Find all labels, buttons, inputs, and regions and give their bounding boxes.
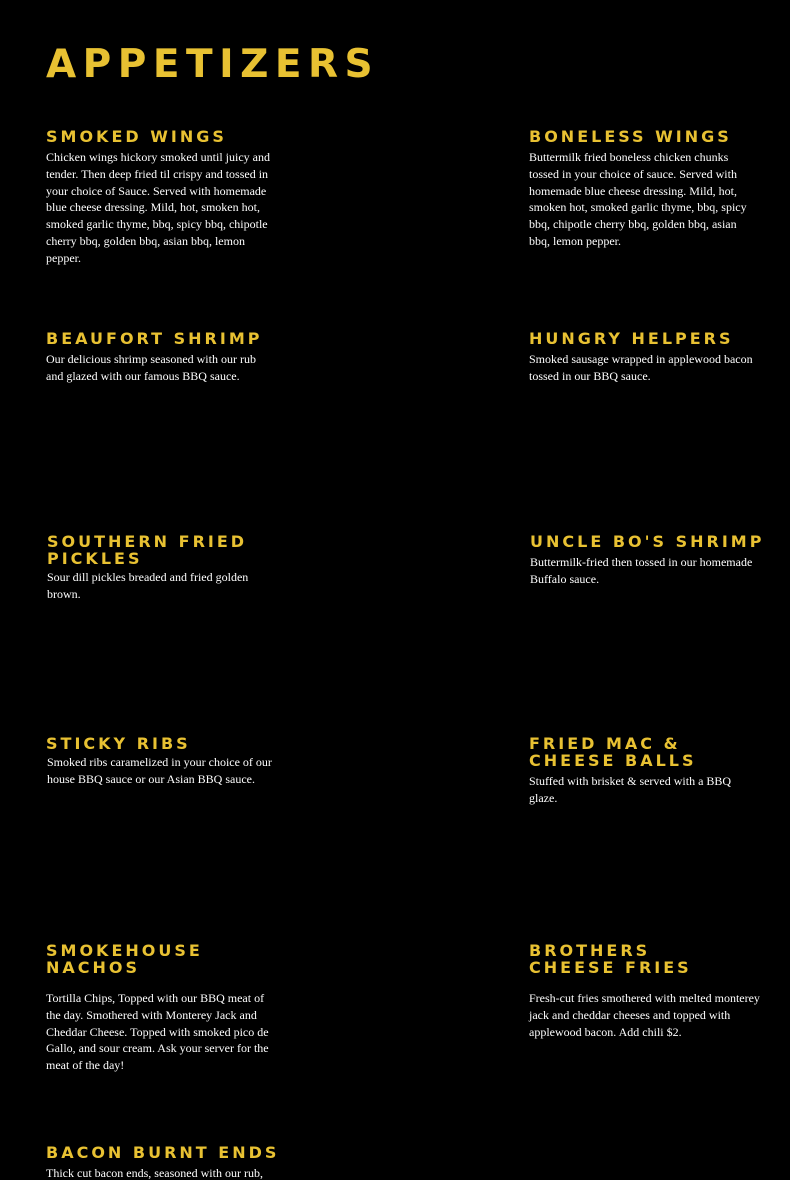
item-description: Sour dill pickles breaded and fried golden brown. bbox=[47, 570, 249, 601]
item-name: BONELESS WINGS bbox=[529, 127, 732, 146]
menu-item-smoked-wings bbox=[46, 128, 278, 267]
menu-item-hungry-helpers bbox=[529, 330, 757, 385]
menu-item-beaufort-shrimp bbox=[46, 330, 264, 385]
item-name: HUNGRY HELPERS bbox=[529, 329, 734, 348]
menu-item-smokehouse-nachos bbox=[46, 942, 278, 1074]
menu-item-fried-mac-cheese-balls bbox=[529, 735, 749, 807]
menu-item-brothers-cheese-fries bbox=[529, 942, 761, 1040]
item-description: Fresh-cut fries smothered with melted monterey jack and cheddar cheeses and topped with applewood bacon. Add chili $2. bbox=[529, 991, 760, 1039]
item-description: Thick cut bacon ends, seasoned with our rub, bbox=[46, 1166, 263, 1180]
section-title: APPETIZERS bbox=[46, 42, 380, 87]
item-name: FRIED MAC & CHEESE BALLS bbox=[529, 734, 697, 770]
item-name: BROTHERS CHEESE FRIES bbox=[529, 941, 692, 977]
item-description: Stuffed with brisket & served with a BBQ glaze. bbox=[529, 774, 732, 805]
menu-item-sticky-ribs bbox=[46, 735, 280, 788]
menu-item-boneless-wings bbox=[529, 128, 755, 250]
item-description: Buttermilk fried boneless chicken chunks tossed in your choice of sauce. Served with homemade blue cheese dressing. Mild, hot, smoken hot, smoked garlic thyme, bbq, spicy bbq, chipotle cherry bbq, golden bbq, asian bbq, lemon pepper. bbox=[529, 150, 747, 248]
item-description: Smoked sausage wrapped in applewood bacon tossed in our BBQ sauce. bbox=[529, 352, 753, 383]
item-name: SOUTHERN FRIED PICKLES bbox=[47, 532, 248, 568]
item-name: SMOKED WINGS bbox=[46, 127, 227, 146]
item-description: Chicken wings hickory smoked until juicy and tender. Then deep fried til crispy and tossed in your choice of Sauce. Served with homemade blue cheese dressing. Mild, hot, smoken hot, smoked garlic thyme, bbq, spicy bbq, chipotle cherry bbq, golden bbq, asian bbq, lemon pepper. bbox=[46, 150, 270, 265]
item-name: SMOKEHOUSE NACHOS bbox=[46, 941, 203, 977]
item-name: BEAUFORT SHRIMP bbox=[46, 329, 263, 348]
item-description: Smoked ribs caramelized in your choice of our house BBQ sauce or our Asian BBQ sauce. bbox=[47, 755, 272, 786]
item-name: BACON BURNT ENDS bbox=[46, 1143, 280, 1162]
menu-item-southern-fried-pickles bbox=[47, 533, 265, 603]
item-name: STICKY RIBS bbox=[46, 734, 191, 753]
menu-item-uncle-bos-shrimp bbox=[530, 533, 770, 588]
item-description: Buttermilk-fried then tossed in our homemade Buffalo sauce. bbox=[530, 555, 753, 586]
item-description: Our delicious shrimp seasoned with our rub and glazed with our famous BBQ sauce. bbox=[46, 352, 256, 383]
menu-item-bacon-burnt-ends bbox=[46, 1144, 286, 1180]
item-description: Tortilla Chips, Topped with our BBQ meat of the day. Smothered with Monterey Jack and Cheddar Cheese. Topped with smoked pico de Gallo, and sour cream. Ask your server for the meat of the day! bbox=[46, 991, 269, 1073]
item-name: UNCLE BO'S SHRIMP bbox=[530, 532, 765, 551]
